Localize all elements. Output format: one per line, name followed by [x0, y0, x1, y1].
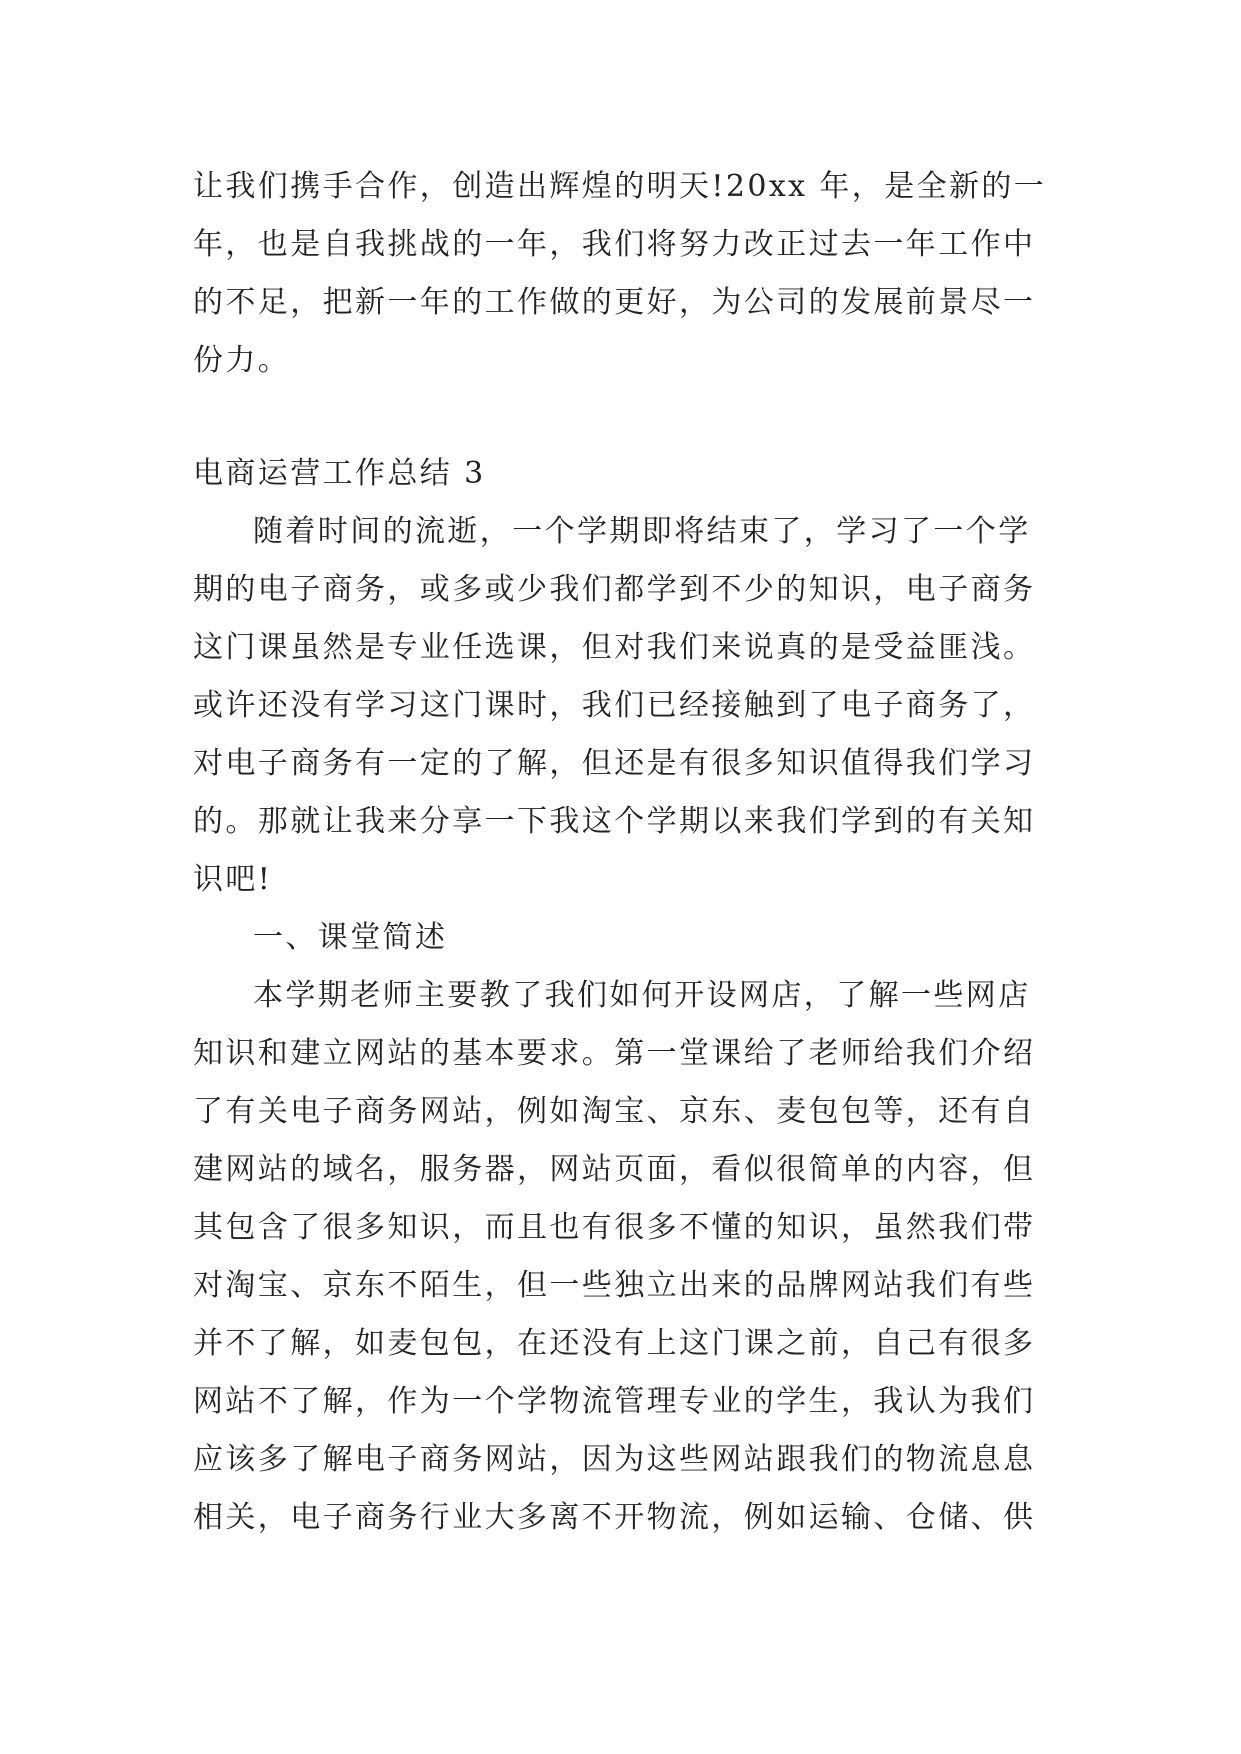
text-line: 并不了解，如麦包包，在还没有上这门课之前，自己有很多: [193, 1326, 1036, 1361]
text-line: 本学期老师主要教了我们如何开设网店，了解一些网店: [253, 978, 1031, 1013]
text-line: 的不足，把新一年的工作做的更好，为公司的发展前景尽一: [193, 285, 1036, 320]
text-line: 相关，电子商务行业大多离不开物流，例如运输、仓储、供: [193, 1500, 1036, 1535]
text-line: 这门课虽然是专业任选课，但对我们来说真的是受益匪浅。: [193, 630, 1036, 665]
paragraph-3: [193, 967, 1073, 1547]
text-line: 识吧!: [193, 862, 273, 897]
text-line: 的。那就让我来分享一下我这个学期以来我们学到的有关知: [193, 804, 1036, 839]
subsection-title: 一、课堂简述: [253, 920, 448, 955]
text-line: 建网站的域名，服务器，网站页面，看似很简单的内容，但: [193, 1152, 1036, 1187]
subsection-title-block: [193, 909, 1073, 967]
text-line: 了有关电子商务网站，例如淘宝、京东、麦包包等，还有自: [193, 1094, 1036, 1129]
paragraph-1: [193, 158, 1073, 390]
text-line: 期的电子商务，或多或少我们都学到不少的知识，电子商务: [193, 572, 1036, 607]
text-line: 对淘宝、京东不陌生，但一些独立出来的品牌网站我们有些: [193, 1268, 1036, 1303]
text-line: 网站不了解，作为一个学物流管理专业的学生，我认为我们: [193, 1384, 1036, 1419]
text-line: 份力。: [193, 343, 291, 378]
document-body: [193, 158, 1073, 1547]
text-line: 其包含了很多知识，而且也有很多不懂的知识，虽然我们带: [193, 1210, 1036, 1245]
text-line: 年，也是自我挑战的一年，我们将努力改正过去一年工作中: [193, 227, 1036, 262]
section-heading: 电商运营工作总结 3: [193, 456, 486, 491]
text-line: 或许还没有学习这门课时，我们已经接触到了电子商务了，: [193, 688, 1036, 723]
text-line: 知识和建立网站的基本要求。第一堂课给了老师给我们介绍: [193, 1036, 1036, 1071]
paragraph-2: [193, 503, 1073, 909]
section-heading-block: [193, 445, 1073, 503]
text-line: 让我们携手合作，创造出辉煌的明天!20xx 年，是全新的一: [193, 169, 1047, 204]
text-line: 对电子商务有一定的了解，但还是有很多知识值得我们学习: [193, 746, 1036, 781]
text-line: 应该多了解电子商务网站，因为这些网站跟我们的物流息息: [193, 1442, 1036, 1477]
text-line: 随着时间的流逝，一个学期即将结束了，学习了一个学: [253, 514, 1031, 549]
